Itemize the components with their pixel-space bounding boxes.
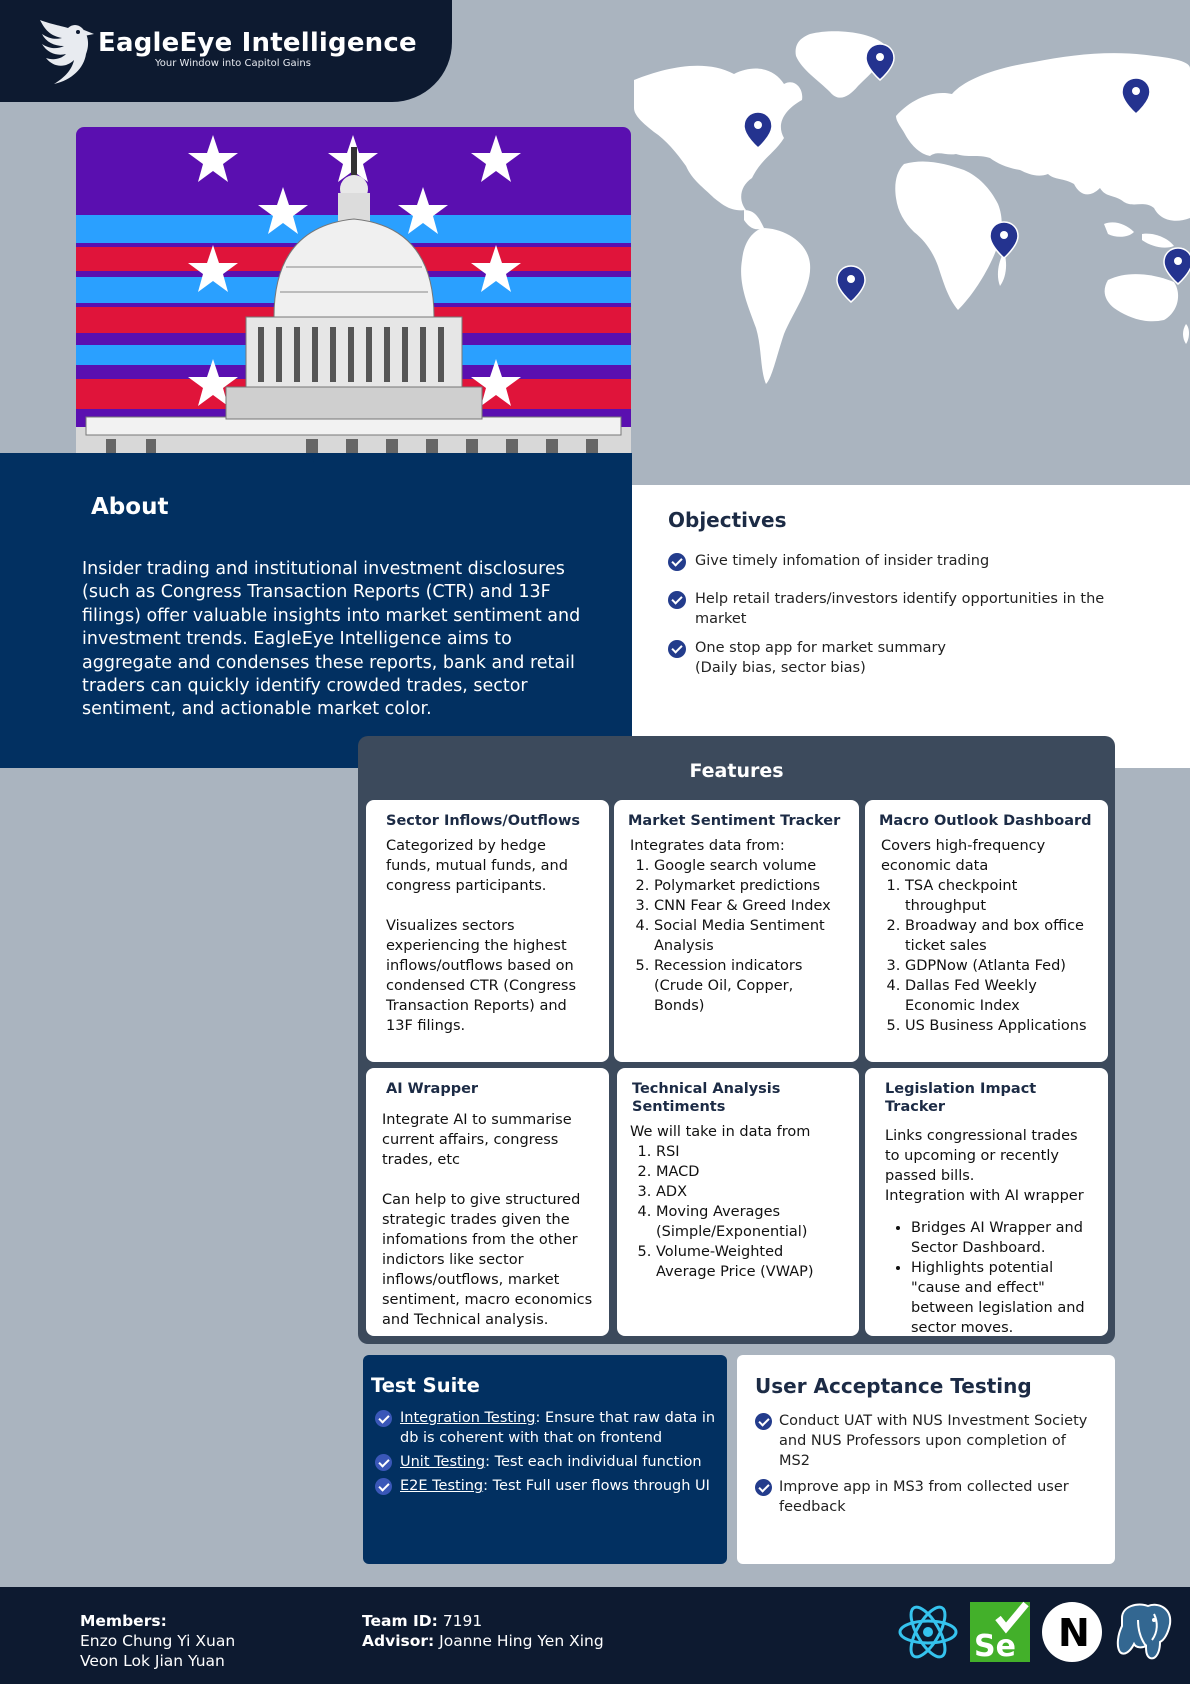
list-item: 5. US Business Applications — [905, 1016, 1094, 1036]
feature-card-market-sentiment — [614, 800, 859, 1062]
list-item: Help retail traders/investors identify opportunities in the market — [668, 589, 1108, 629]
react-icon — [896, 1600, 960, 1664]
members-label: Members: — [80, 1612, 167, 1630]
check-circle-icon — [755, 1479, 772, 1496]
check-circle-icon — [375, 1478, 392, 1495]
team-id: 7191 — [442, 1612, 483, 1630]
team-block — [362, 1611, 604, 1651]
feature-card-macro-outlook — [865, 800, 1108, 1062]
list-item: Give timely infomation of insider trading — [668, 551, 1108, 571]
card-list — [905, 876, 1094, 1036]
card-title: Market Sentiment Tracker — [628, 813, 841, 829]
nextjs-text: N — [1058, 1611, 1090, 1655]
advisor-name: Joanne Hing Yen Xing — [439, 1632, 604, 1650]
members-block — [80, 1611, 235, 1671]
list-item: Improve app in MS3 from collected user feedback — [755, 1477, 1095, 1517]
logo-bar — [0, 0, 452, 102]
check-circle-icon — [668, 640, 686, 658]
about-tab — [0, 453, 314, 533]
test-suite-list — [375, 1408, 721, 1500]
list-item: 5. Volume-Weighted Average Price (VWAP) — [656, 1242, 845, 1282]
card-text: Integration with AI wrapper — [885, 1188, 1084, 1204]
feature-card-sector-flows — [366, 800, 609, 1062]
check-circle-icon — [668, 553, 686, 571]
card-text: Categorized by hedge funds, mutual funds, and congress participants. — [386, 838, 568, 894]
list-item: 4. Social Media Sentiment Analysis — [654, 916, 845, 956]
list-item: 3. ADX — [656, 1182, 845, 1202]
list-item: 3. GDPNow (Atlanta Fed) — [905, 956, 1094, 976]
feature-card-ai-wrapper — [366, 1068, 609, 1336]
card-text: Links congressional trades to upcoming or recently passed bills. — [885, 1128, 1078, 1184]
check-circle-icon — [375, 1410, 392, 1427]
check-circle-icon — [755, 1413, 772, 1430]
nextjs-icon — [1040, 1600, 1104, 1664]
card-text: Can help to give structured strategic trades given the infomations from the other indictors like sector inflows/outflows, market sentiment, macro economics and Technical analysis. — [382, 1192, 593, 1328]
list-item: E2E Testing: Test Full user flows through UI — [375, 1476, 721, 1496]
card-list — [656, 1142, 845, 1282]
check-circle-icon — [668, 591, 686, 609]
list-item: 2. Polymarket predictions — [654, 876, 845, 896]
list-item: • Bridges AI Wrapper and Sector Dashboard. — [911, 1218, 1094, 1258]
card-title: Legislation Impact Tracker — [885, 1081, 1037, 1115]
features-title: Features — [689, 760, 784, 782]
card-text: We will take in data from — [630, 1124, 811, 1140]
e2e-testing-link[interactable]: E2E Testing — [400, 1478, 484, 1494]
card-title: AI Wrapper — [386, 1081, 479, 1097]
list-item: One stop app for market summary (Daily bias, sector bias) — [668, 638, 1108, 678]
list-item: 4. Moving Averages (Simple/Exponential) — [656, 1202, 845, 1242]
uat-title: User Acceptance Testing — [755, 1374, 1032, 1398]
list-item: 1. TSA checkpoint throughput — [905, 876, 1094, 916]
uat-list — [755, 1411, 1095, 1520]
brand-name: EagleEye Intelligence — [98, 28, 417, 58]
card-text: Integrate AI to summarise current affairs, congress trades, etc — [382, 1112, 572, 1168]
feature-card-technical-analysis — [617, 1068, 859, 1336]
selenium-text: Se — [974, 1629, 1016, 1664]
objectives-list — [668, 551, 1108, 678]
card-text: Visualizes sectors experiencing the highest inflows/outflows based on condensed CTR (Congress Transaction Reports) and 13F filings. — [386, 918, 577, 1034]
unit-testing-link[interactable]: Unit Testing — [400, 1454, 486, 1470]
list-item: Integration Testing: Ensure that raw data in db is coherent with that on frontend — [375, 1408, 721, 1448]
list-item: 2. MACD — [656, 1162, 845, 1182]
postgresql-icon — [1112, 1600, 1176, 1664]
list-item: 1. RSI — [656, 1142, 845, 1162]
list-item: Unit Testing: Test each individual function — [375, 1452, 721, 1472]
card-list — [911, 1218, 1094, 1338]
integration-testing-link[interactable]: Integration Testing — [400, 1410, 536, 1426]
member-name: Enzo Chung Yi Xuan — [80, 1632, 236, 1650]
member-name: Veon Lok Jian Yuan — [80, 1652, 225, 1670]
card-title: Macro Outlook Dashboard — [879, 813, 1092, 829]
world-map — [634, 28, 1190, 418]
brand-tagline: Your Window into Capitol Gains — [155, 58, 311, 69]
list-item: • Highlights potential "cause and effect" between legislation and sector moves. — [911, 1258, 1094, 1338]
card-list — [654, 856, 845, 1016]
about-title: About — [91, 494, 169, 520]
selenium-icon — [968, 1600, 1032, 1664]
list-item: 2. Broadway and box office ticket sales — [905, 916, 1094, 956]
feature-card-legislation-impact — [865, 1068, 1108, 1336]
list-item: 4. Dallas Fed Weekly Economic Index — [905, 976, 1094, 1016]
check-circle-icon — [375, 1454, 392, 1471]
card-title: Sector Inflows/Outflows — [386, 813, 581, 829]
eagle-logo-icon — [32, 14, 96, 86]
card-title: Technical Analysis Sentiments — [632, 1081, 781, 1115]
list-item: 3. CNN Fear & Greed Index — [654, 896, 845, 916]
team-id-label: Team ID: — [362, 1612, 438, 1630]
test-suite-title: Test Suite — [371, 1374, 480, 1397]
advisor-label: Advisor: — [362, 1632, 435, 1650]
list-item: Conduct UAT with NUS Investment Society and NUS Professors upon completion of MS2 — [755, 1411, 1095, 1471]
objectives-title: Objectives — [668, 508, 787, 532]
list-item: 1. Google search volume — [654, 856, 845, 876]
list-item: 5. Recession indicators (Crude Oil, Copper, Bonds) — [654, 956, 845, 1016]
card-text: Covers high-frequency economic data — [881, 838, 1046, 874]
card-text: Integrates data from: — [630, 838, 785, 854]
about-text: Insider trading and institutional investment disclosures (such as Congress Transaction Reports (CTR) and 13F filings) offer valuable insights into market sentiment and investment trends. EagleEye Intelligence aims to aggregate and condenses these reports, bank and retail traders can quickly identify crowded trades, sector sentiment, and actionable market color. — [82, 559, 581, 720]
